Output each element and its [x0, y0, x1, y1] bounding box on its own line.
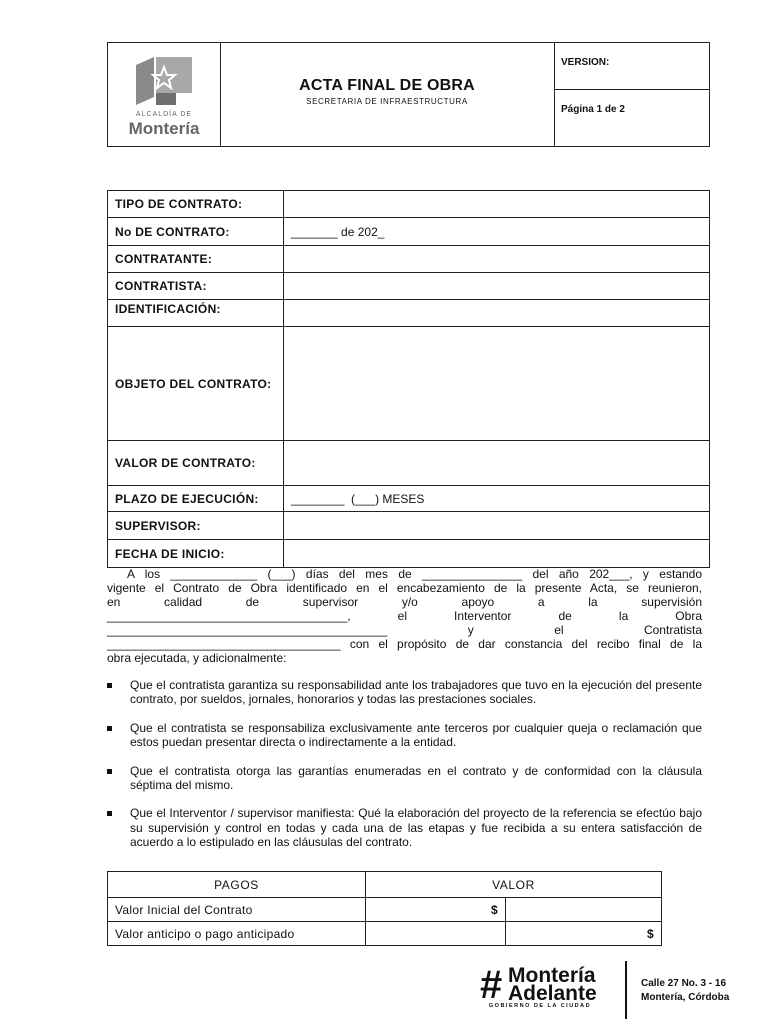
row-value: _______ de 202_	[284, 218, 710, 246]
bullet-text: Que el contratista garantiza su responsabilidad ante los trabajadores que tuvo en la ejecución del presente contrato, por sueldos, jornales, honorarios y todas las prestaciones sociales.	[130, 678, 702, 707]
paragraph-line: A los _____________ (___) días del mes de _______________ del año 202___, y estando	[107, 567, 702, 581]
page-number: Página 1 de 2	[561, 104, 625, 115]
row-label: VALOR DE CONTRATO:	[108, 441, 284, 486]
paragraph-line: ____________________________________, el Interventor de la Obra	[107, 609, 702, 623]
table-row	[108, 273, 710, 300]
table-row	[108, 512, 710, 540]
table-row	[108, 898, 662, 922]
row-value	[284, 191, 710, 218]
document-header	[107, 42, 710, 147]
bullet-text: Que el contratista otorga las garantías enumeradas en el contrato y de conformidad con la cláusula séptima del mismo.	[130, 763, 702, 793]
paragraph-line: en calidad de supervisor y/o apoyo a la supervisión	[107, 595, 702, 609]
hashtag-icon: #	[480, 963, 503, 1007]
address-line: Calle 27 No. 3 - 16	[641, 978, 727, 989]
row-value	[284, 512, 710, 540]
table-row	[108, 246, 710, 273]
row-label: IDENTIFICACIÓN:	[108, 300, 284, 327]
footer-address	[641, 977, 729, 1005]
table-row	[108, 486, 710, 512]
row-value	[284, 246, 710, 273]
row-value	[284, 300, 710, 327]
row-label: TIPO DE CONTRATO:	[108, 191, 284, 218]
bullet-icon	[107, 683, 112, 688]
table-row	[108, 191, 710, 218]
footer-divider	[625, 961, 627, 1019]
intro-paragraph	[107, 567, 702, 665]
row-value	[284, 327, 710, 441]
row-label: CONTRATANTE:	[108, 246, 284, 273]
row-label: FECHA DE INICIO:	[108, 540, 284, 568]
logo-text-monteria: Montería	[128, 119, 200, 138]
bullet-icon	[107, 811, 112, 816]
version-label: VERSION:	[561, 57, 610, 68]
payment-label: Valor Inicial del Contrato	[108, 898, 366, 922]
logo-cell	[108, 43, 221, 146]
row-label: CONTRATISTA:	[108, 273, 284, 300]
row-value	[284, 273, 710, 300]
contract-info-table	[107, 190, 710, 568]
payment-label: Valor anticipo o pago anticipado	[108, 922, 366, 946]
paragraph-line: vigente el Contrato de Obra identificado en el encabezamiento de la presente Acta, se reunieron,	[107, 581, 702, 595]
bullet-text: Que el Interventor / supervisor manifiesta: Qué la elaboración del proyecto de la referencia se efectúo bajo su supervisión y control en todas y cada una de las etapas y fue recibida a su entera satisfacción de acuerdo a lo estipulado en las cláusulas del contrato.	[130, 806, 702, 850]
payment-amount-a	[366, 922, 506, 946]
meta-cell	[554, 43, 709, 146]
table-row	[108, 540, 710, 568]
row-value	[284, 540, 710, 568]
brand-word-2: Adelante	[508, 982, 597, 1005]
table-row	[108, 327, 710, 441]
paragraph-line: obra ejecutada, y adicionalmente:	[107, 651, 287, 665]
col-header-valor: VALOR	[366, 872, 662, 898]
list-item	[107, 721, 702, 750]
table-row	[108, 922, 662, 946]
paragraph-line: __________________________________________ y el Contratista	[107, 623, 702, 637]
brand-word-1: Montería	[508, 964, 596, 987]
row-label: PLAZO DE EJECUCIÓN:	[108, 486, 284, 512]
title-cell	[220, 43, 555, 146]
payment-amount-a: $	[366, 898, 506, 922]
page-box	[554, 89, 709, 146]
alcaldia-logo-icon	[132, 53, 196, 109]
bullet-text: Que el contratista se responsabiliza exclusivamente ante terceros por cualquier queja o reclamación que estos puedan presentar directa o indirectamente a la entidad.	[130, 720, 702, 750]
table-row	[108, 300, 710, 327]
col-header-pagos: PAGOS	[108, 872, 366, 898]
bullet-icon	[107, 726, 112, 731]
payment-amount-b: $	[506, 922, 662, 946]
footer-gobierno: GOBIERNO DE LA CIUDAD	[488, 1003, 592, 1009]
list-item	[107, 678, 702, 707]
row-label: OBJETO DEL CONTRATO:	[108, 327, 284, 441]
table-row	[108, 441, 710, 486]
row-label: No DE CONTRATO:	[108, 218, 284, 246]
payment-amount-b	[506, 898, 662, 922]
document-title: ACTA FINAL DE OBRA	[299, 77, 475, 94]
paragraph-line: ___________________________________ con el propósito de dar constancia del recibo final de la	[107, 637, 702, 651]
list-item	[107, 806, 702, 849]
row-label: SUPERVISOR:	[108, 512, 284, 540]
bullet-icon	[107, 769, 112, 774]
logo-text-alcaldia: ALCALDÍA DE	[135, 111, 193, 118]
list-item	[107, 764, 702, 793]
row-value	[284, 441, 710, 486]
address-line: Montería, Córdoba	[641, 992, 730, 1003]
payments-table	[107, 871, 662, 946]
row-value: ________ (___) MESES	[284, 486, 710, 512]
document-subtitle: SECRETARIA DE INFRAESTRUCTURA	[306, 97, 468, 106]
table-row	[108, 218, 710, 246]
table-header-row	[108, 872, 662, 898]
bullet-list	[107, 678, 702, 864]
version-box	[554, 43, 709, 90]
